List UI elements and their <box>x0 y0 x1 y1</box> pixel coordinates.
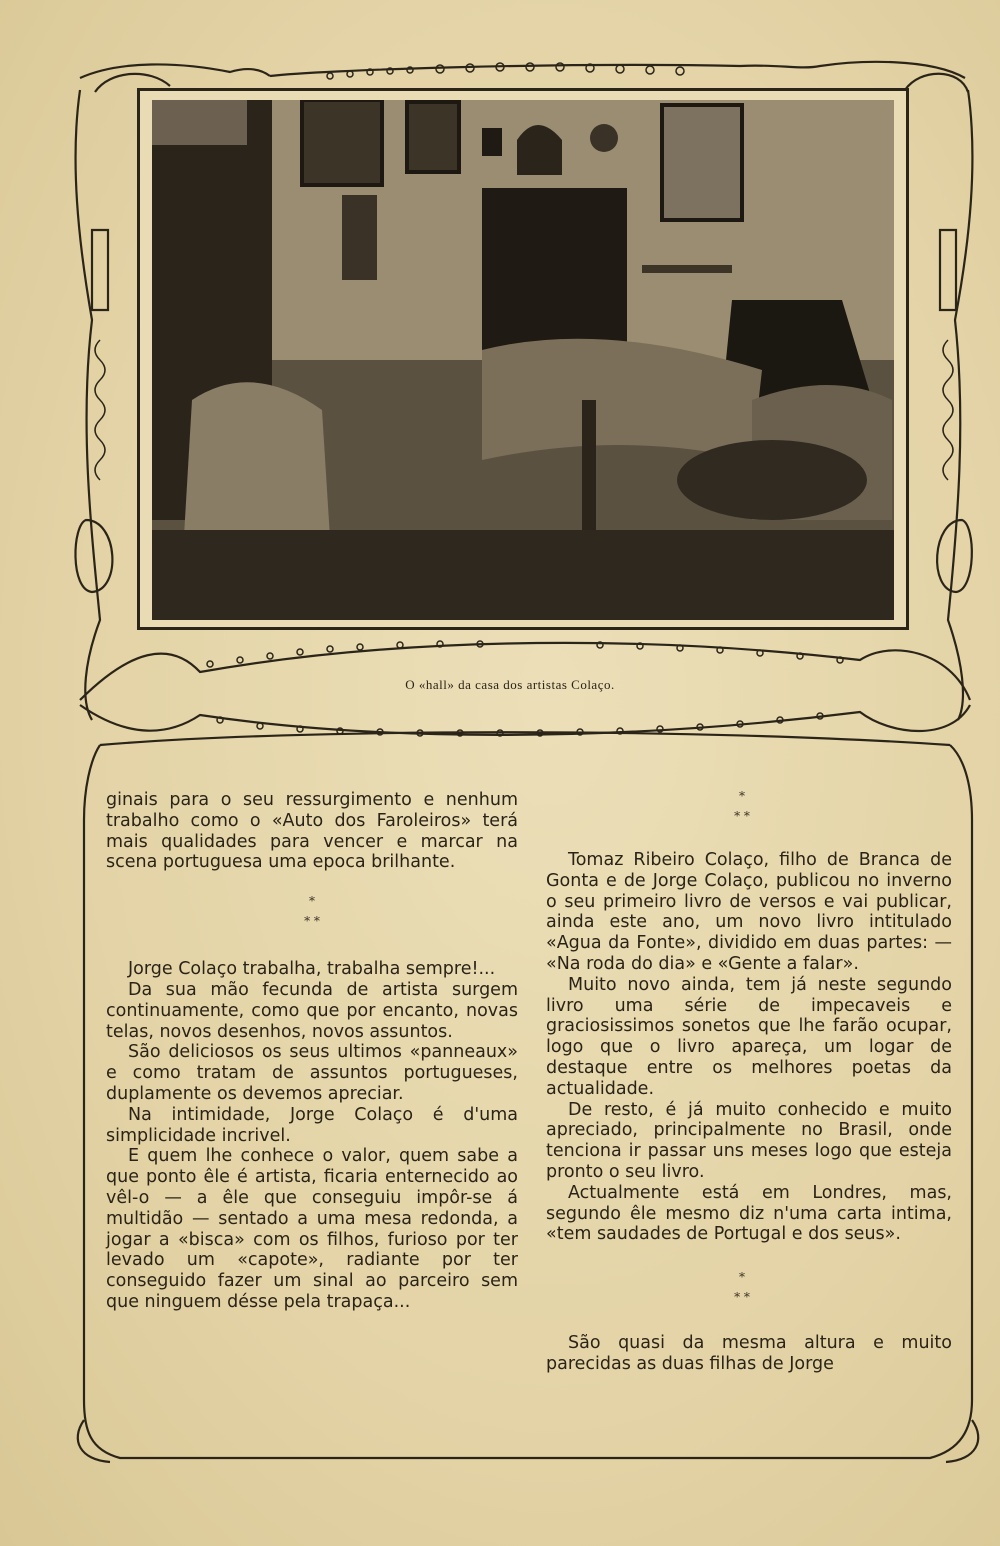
photo-caption: O «hall» da casa dos artistas Colaço. <box>405 677 615 692</box>
right-paragraph-4: Actualmente está em Londres, mas, segundo êle mesmo diz n'uma carta intima, «tem saudades de Portugal e dos seus». <box>546 1182 952 1245</box>
right-text-column <box>546 850 952 1375</box>
hall-photograph <box>152 100 894 620</box>
left-paragraph-4: São deliciosos os seus ultimos «panneaux» e como tratam de assuntos portugueses, duplamente os devemos apreciar. <box>106 1042 518 1104</box>
star-top: * <box>309 894 315 909</box>
left-paragraph-1: ginais para o seu ressurgimento e nenhum trabalho como o «Auto dos Faroleiros» terá mais qualidades para vencer e marcar na scena portuguesa uma epoca brilhante. <box>106 790 518 873</box>
left-paragraph-5: Na intimidade, Jorge Colaço é d'uma simplicidade incrivel. <box>106 1104 518 1146</box>
right-paragraph-1: Tomaz Ribeiro Colaço, filho de Branca de Gonta e de Jorge Colaço, publicou no inverno o seu primeiro livro de versos e vai publicar, ainda este ano, um novo livro intitulado «Agua da Fonte», dividido em duas partes: — «Na roda do dia» e «Gente a falar». <box>546 850 952 974</box>
interior-photo-icon <box>152 100 894 620</box>
left-paragraph-6: E quem lhe conhece o valor, quem sabe a que ponto êle é artista, ficaria enternecido ao vêl-o — a êle que conseguiu impôr-se á multidão — sentado a uma mesa redonda, a jogar a «bisca» com os filhos, furioso por ter levado um «capote», radiante por ter conseguido fazer um sinal ao parceiro sem que ninguem désse pela trapaça... <box>106 1146 518 1312</box>
left-star-separator <box>106 873 518 959</box>
left-paragraph-2: Jorge Colaço trabalha, trabalha sempre!... <box>128 959 496 980</box>
right-star-separator <box>546 1245 952 1333</box>
star-bottom: * * <box>734 1290 750 1305</box>
left-paragraph-3: Da sua mão fecunda de artista surgem continuamente, como que por encanto, novas telas, novos desenhos, novos assuntos. <box>106 979 518 1042</box>
star-bottom: * * <box>304 914 320 929</box>
asterism <box>702 1267 782 1307</box>
right-paragraph-5: São quasi da mesma altura e muito parecidas as duas filhas de Jorge <box>546 1333 952 1374</box>
star-top: * <box>739 1270 745 1285</box>
star-bottom: * * <box>734 809 750 823</box>
photo-frame <box>137 88 909 630</box>
asterism <box>272 891 352 931</box>
left-text-column <box>106 790 518 1313</box>
right-top-asterism <box>702 786 782 826</box>
right-paragraph-2: Muito novo ainda, tem já neste segundo livro uma série de impecaveis e graciosissimos sonetos que lhe farão ocupar, logo que o livro apareça, um logar de destaque entre os melhores poetas da actualidade. <box>546 974 952 1099</box>
right-paragraph-3: De resto, é já muito conhecido e muito apreciado, principalmente no Brasil, onde tenciona ir passar uns meses logo que esteja pronto o seu livro. <box>546 1099 952 1182</box>
star-top: * <box>739 789 745 803</box>
